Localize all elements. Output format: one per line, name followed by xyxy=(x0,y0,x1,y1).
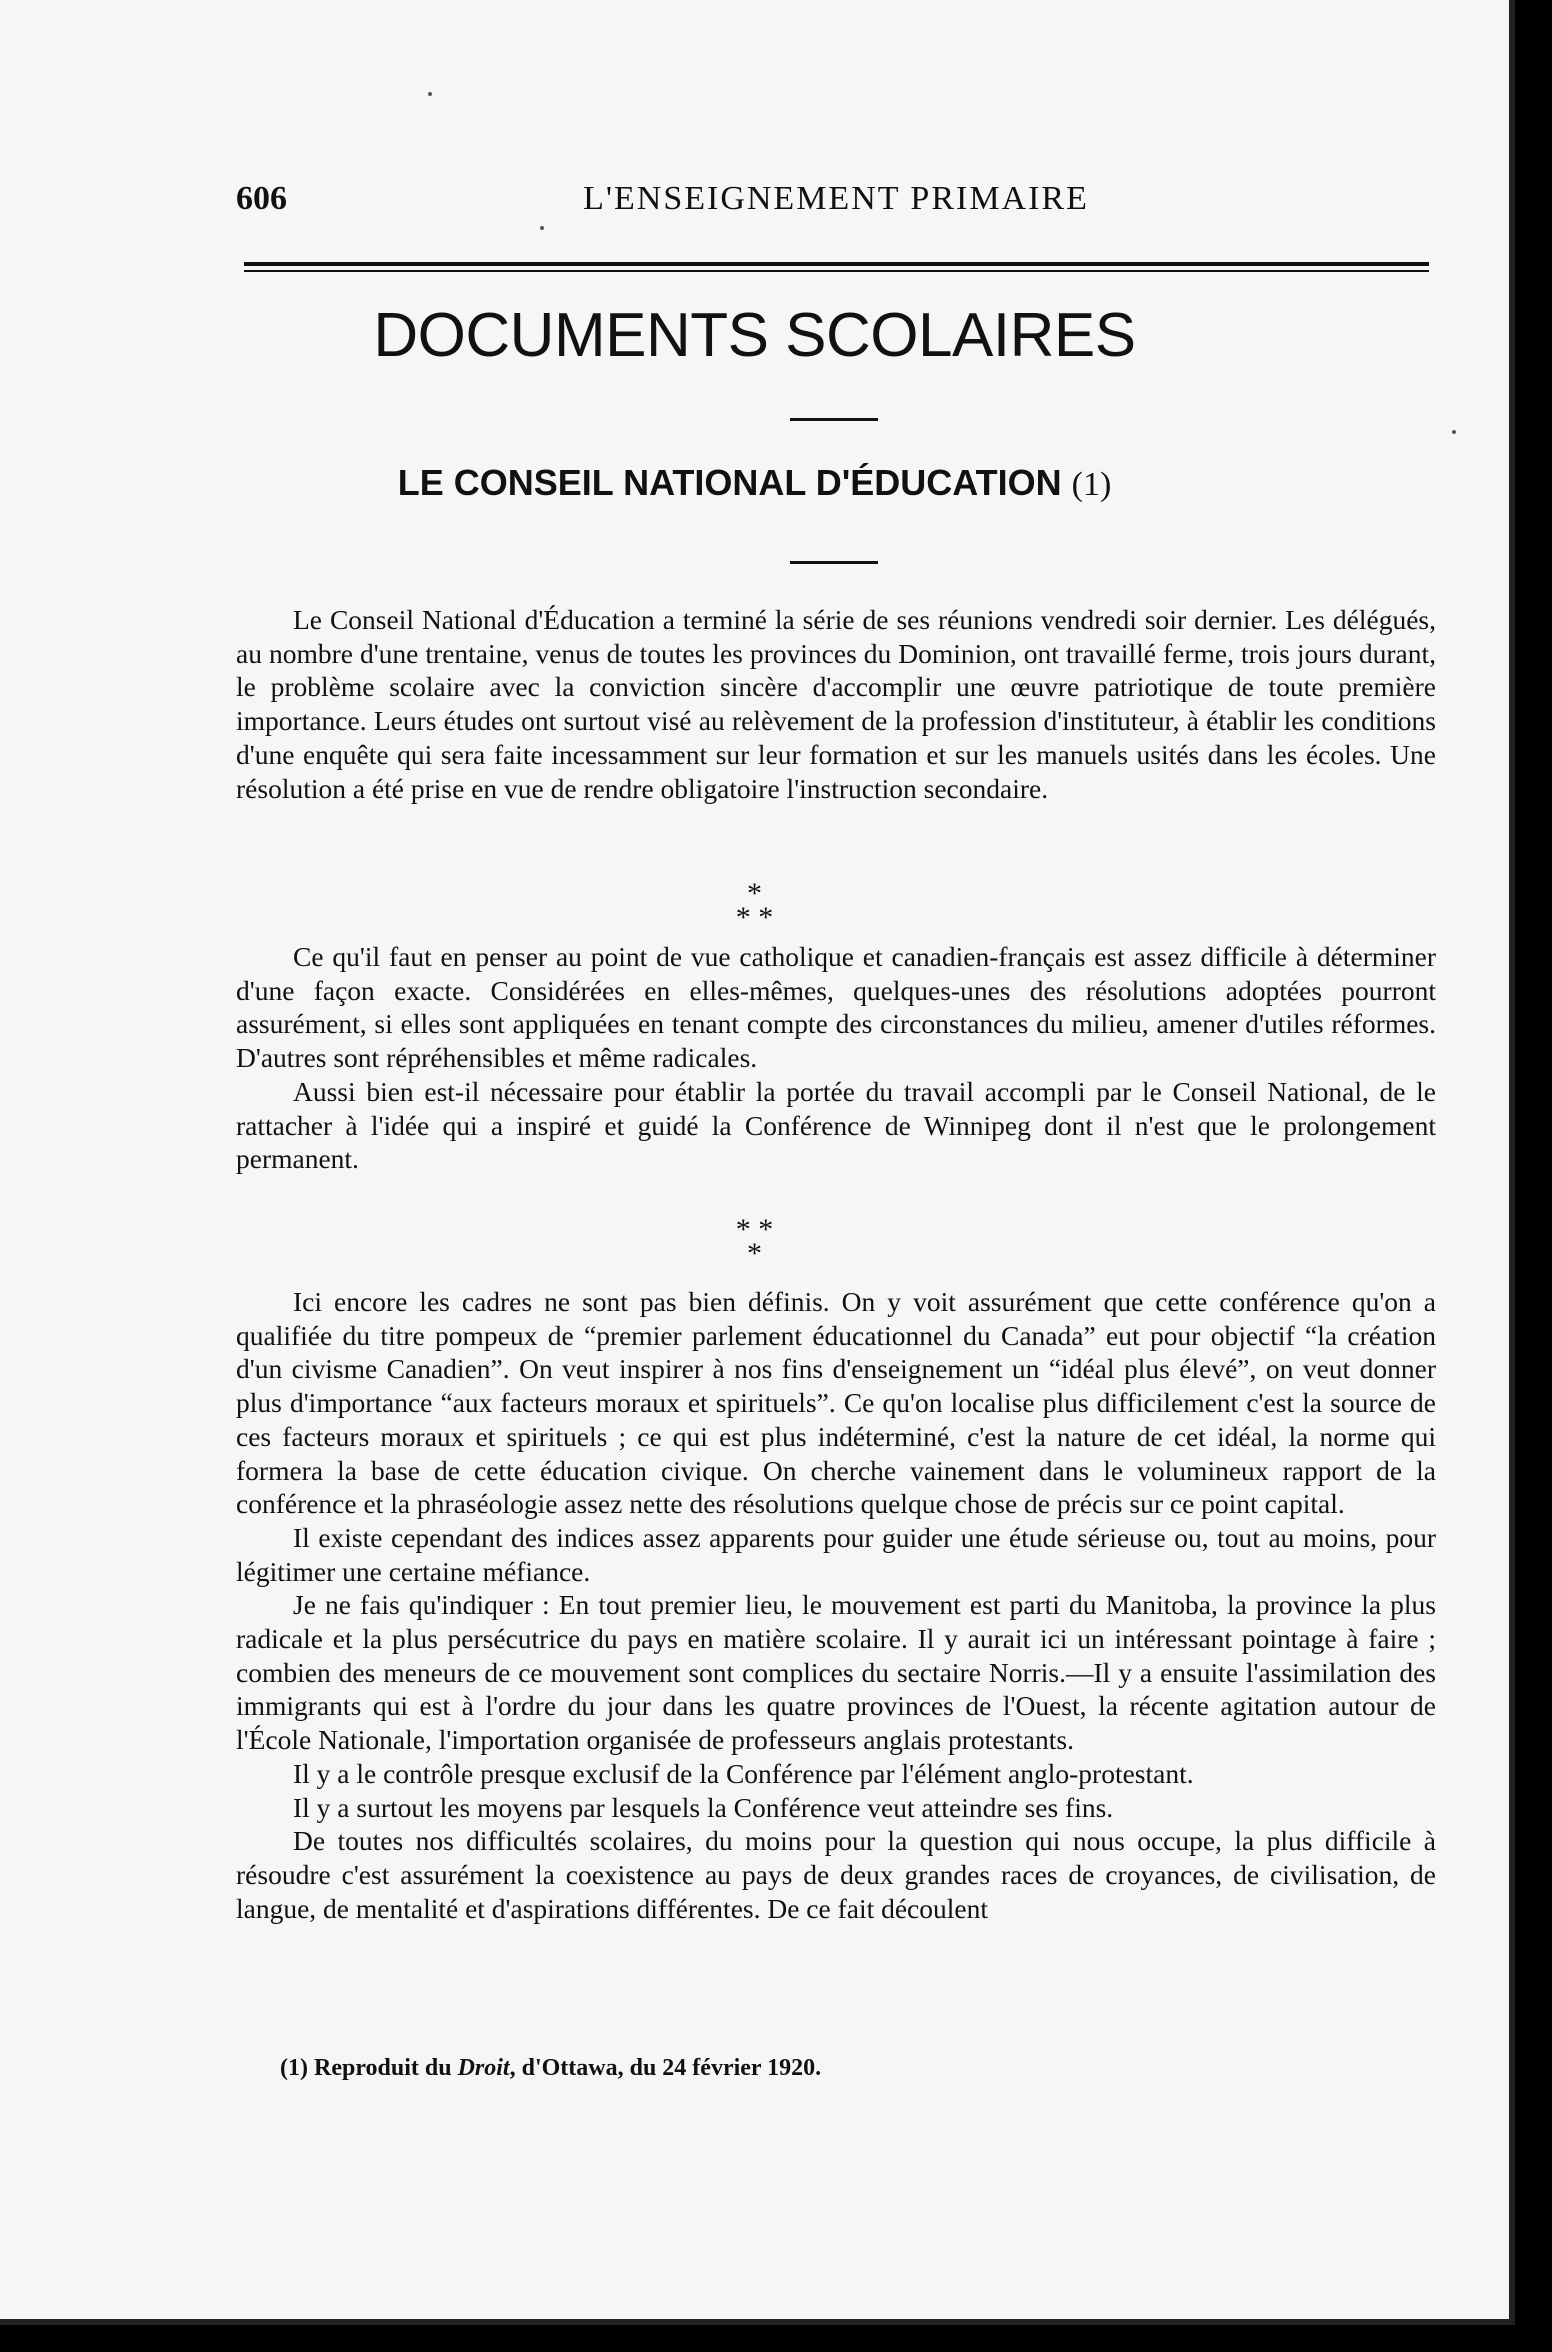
header-rule-thin xyxy=(244,270,1429,272)
running-head: L'ENSEIGNEMENT PRIMAIRE xyxy=(583,180,1089,217)
asterism-bottom: * xyxy=(747,1237,762,1270)
title-divider-top xyxy=(790,418,878,421)
page-header xyxy=(236,180,1436,228)
paragraph: Ce qu'il faut en penser au point de vue catholique et canadien-français est assez difficile à déterminer d'une façon exacte. Considérées en elles-mêmes, quelques-unes des résolutions adoptées pourront assurément, si elles sont appliquées en tenant compte des circonstances du milieu, amener d'utiles réformes. D'autres sont répréhensibles et même radicales. xyxy=(236,941,1436,1074)
footnote-reference: (1) xyxy=(1071,466,1112,503)
asterism-bottom: * * xyxy=(735,901,774,934)
asterism-separator-2 xyxy=(0,1213,1509,1270)
asterism-top: * * xyxy=(735,1213,774,1246)
title-divider-bottom xyxy=(790,561,878,564)
article-title xyxy=(0,462,1509,504)
text-block-second xyxy=(236,940,1436,1176)
scan-speck xyxy=(540,226,544,230)
footnote-source: Droit xyxy=(457,2055,510,2081)
paragraph: De toutes nos difficultés scolaires, du moins pour la question qui nous occupe, la plus difficile à résoudre c'est assurément la coexistence au pays de deux grandes races de croyances, de civilisation, de langue, de mentalité et d'aspirations différentes. De ce fait découlent xyxy=(236,1825,1436,1924)
paragraph: Le Conseil National d'Éducation a terminé la série de ses réunions vendredi soir dernier. Les délégués, au nombre d'une trentaine, venus de toutes les provinces du Dominion, ont travaillé ferme, trois jours durant, le problème scolaire avec la conviction sincère d'accomplir une œuvre patriotique de toute première importance. Leurs études ont surtout visé au relèvement de la profession d'instituteur, à établir les conditions d'une enquête qui sera faite incessamment sur leur formation et sur les manuels usités dans les écoles. Une résolution a été prise en vue de rendre obligatoire l'instruction secondaire. xyxy=(236,604,1436,804)
paragraph: Il y a surtout les moyens par lesquels la Conférence veut atteindre ses fins. xyxy=(293,1791,1114,1823)
page-number: 606 xyxy=(236,180,287,217)
paragraph: Il y a le contrôle presque exclusif de la Conférence par l'élément anglo-protestant. xyxy=(293,1757,1194,1789)
text-block-third xyxy=(236,1285,1436,1925)
header-rule-thick xyxy=(244,262,1429,266)
paragraph: Il existe cependant des indices assez apparents pour guider une étude sérieuse ou, tout au moins, pour légitimer une certaine méfiance. xyxy=(236,1521,1436,1587)
article-title-text: LE CONSEIL NATIONAL D'ÉDUCATION xyxy=(397,462,1062,503)
footnote xyxy=(280,2055,821,2082)
paragraph: Je ne fais qu'indiquer : En tout premier lieu, le mouvement est parti du Manitoba, la province la plus radicale et la plus persécutrice du pays en matière scolaire. Il y aurait ici un intéressant pointage à faire ; combien des meneurs de ce mouvement sont complices du sectaire Norris.—Il y a ensuite l'assimilation des immigrants qui est à l'ordre du jour dans les quatre provinces de l'Ouest, la récente agitation autour de l'École Nationale, l'importation organisée de professeurs anglais protestants. xyxy=(236,1589,1436,1756)
asterism-top: * xyxy=(747,877,762,910)
footnote-text-after: , d'Ottawa, du 24 février 1920. xyxy=(509,2055,822,2081)
asterism-separator xyxy=(0,877,1509,934)
section-title: DOCUMENTS SCOLAIRES xyxy=(373,301,1136,370)
paragraph: Ici encore les cadres ne sont pas bien définis. On y voit assurément que cette conférence qu'on a qualifiée du titre pompeux de “premier parlement éducationnel du Canada” eut pour objectif “la création d'un civisme Canadien”. On veut inspirer à nos fins d'enseignement un “idéal plus élevé”, on veut donner plus d'importance “aux facteurs moraux et spirituels”. Ce qu'on localise plus difficilement c'est la source de ces facteurs moraux et spirituels ; ce qui est plus indéterminé, c'est la nature de cet idéal, la norme qui formera la base de cette éducation civique. On cherche vainement dans le volumineux rapport de la conférence et la phraséologie assez nette des résolutions quelque chose de précis sur ce point capital. xyxy=(236,1286,1436,1520)
scan-speck xyxy=(428,92,432,96)
footnote-marker: (1) xyxy=(280,2055,308,2081)
text-block-intro xyxy=(236,603,1436,805)
paragraph: Aussi bien est-il nécessaire pour établir la portée du travail accompli par le Conseil National, de le rattacher à l'idée qui a inspiré et guidé la Conférence de Winnipeg dont il n'est que le prolongement permanent. xyxy=(236,1075,1436,1175)
footnote-text-before: Reproduit du xyxy=(313,2055,452,2081)
scan-speck xyxy=(1452,430,1456,434)
